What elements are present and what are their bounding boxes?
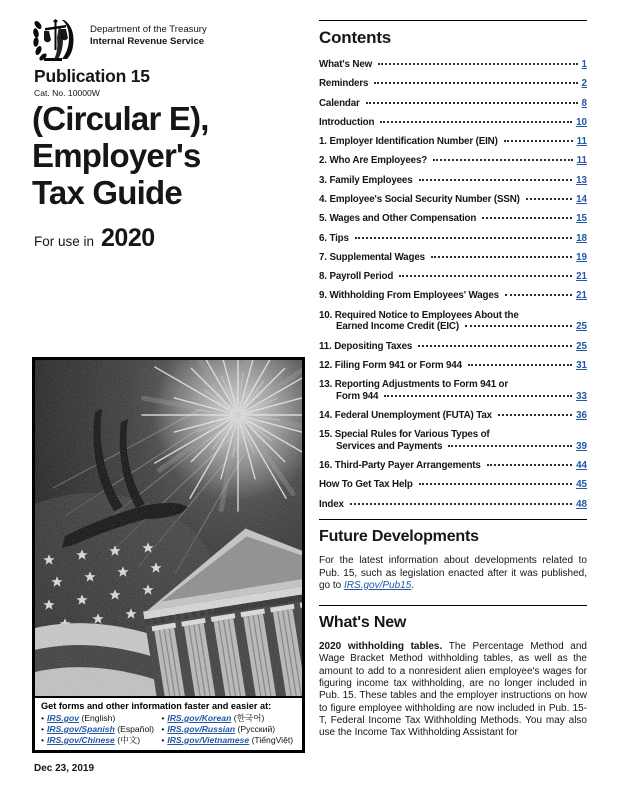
agency-line1: Department of the Treasury xyxy=(90,24,207,35)
toc-label: Reminders xyxy=(319,78,369,90)
toc-page-link[interactable]: 11 xyxy=(576,136,587,148)
toc-dots xyxy=(465,325,572,327)
pub15-link[interactable]: IRS.gov/Pub15 xyxy=(344,579,412,591)
toc-dots xyxy=(498,414,572,416)
toc-label: 2. Who Are Employees? xyxy=(319,155,428,167)
toc-entry xyxy=(319,98,587,110)
toc-entry xyxy=(319,341,587,353)
toc-label: How To Get Tax Help xyxy=(319,479,413,491)
toc-dots xyxy=(504,140,573,142)
irs-gov-vietnamese-link[interactable]: IRS.gov/Vietnamese xyxy=(167,735,250,745)
divider xyxy=(319,519,587,520)
toc-label: 13. Reporting Adjustments to Form 941 or xyxy=(319,379,509,391)
toc-dots xyxy=(505,294,572,296)
toc-entry xyxy=(319,271,587,283)
toc-label: 4. Employee's Social Security Number (SSN) xyxy=(319,193,520,205)
toc-entry xyxy=(319,379,587,402)
for-use-year: 2020 xyxy=(101,224,155,252)
toc-dots xyxy=(418,345,572,347)
cover-photo-fireworks-eagle-flag-capitol xyxy=(35,360,302,696)
toc-dots xyxy=(384,395,572,397)
toc-entry xyxy=(319,175,587,187)
publication-number: Publication 15 xyxy=(34,66,150,86)
toc-page-link[interactable]: 11 xyxy=(576,155,587,167)
toc-entry xyxy=(319,155,587,167)
toc-label: 12. Filing Form 941 or Form 944 xyxy=(319,359,462,371)
toc-label: 1. Employer Identification Number (EIN) xyxy=(319,136,498,148)
toc-dots xyxy=(355,237,572,239)
toc-label-continued: Earned Income Credit (EIC) xyxy=(336,321,459,333)
toc-dots xyxy=(399,275,572,277)
toc-entry xyxy=(319,429,587,452)
publication-block xyxy=(34,66,150,98)
toc-label: 6. Tips xyxy=(319,232,349,244)
get-forms-box xyxy=(35,696,302,750)
toc-page-link[interactable]: 39 xyxy=(576,440,587,452)
divider xyxy=(319,605,587,606)
toc-label: 7. Supplemental Wages xyxy=(319,251,425,263)
toc-page-link[interactable]: 48 xyxy=(576,498,587,510)
toc-page-link[interactable]: 15 xyxy=(576,213,587,225)
list-item: • IRS.gov/Vietnamese (TiếngViệt) xyxy=(161,735,297,746)
toc-dots xyxy=(350,503,572,505)
toc-dots xyxy=(526,198,572,200)
toc-page-link[interactable]: 36 xyxy=(576,409,587,421)
toc-page-link[interactable]: 25 xyxy=(576,321,587,333)
toc-dots xyxy=(366,102,578,104)
toc-entry xyxy=(319,213,587,225)
for-use-in xyxy=(34,224,155,253)
toc-page-link[interactable]: 21 xyxy=(576,271,587,283)
toc-dots xyxy=(482,217,572,219)
toc-entry xyxy=(319,233,587,245)
toc-page-link[interactable]: 45 xyxy=(576,479,587,491)
toc-dots xyxy=(419,179,573,181)
future-developments-text xyxy=(319,555,587,592)
irs-eagle-logo-icon xyxy=(31,16,81,63)
irs-gov-link[interactable]: IRS.gov xyxy=(47,713,80,723)
toc-entry xyxy=(319,460,587,472)
toc-label: Calendar xyxy=(319,97,360,109)
for-use-prefix: For use in xyxy=(34,234,95,249)
list-item: • IRS.gov (English) xyxy=(41,713,161,724)
toc-page-link[interactable]: 18 xyxy=(576,232,587,244)
toc-entry xyxy=(319,499,587,511)
toc-label: 15. Special Rules for Various Types of xyxy=(319,429,490,441)
toc-page-link[interactable]: 10 xyxy=(576,116,587,128)
cover-image xyxy=(32,357,305,753)
toc-entry xyxy=(319,252,587,264)
whats-new-text xyxy=(319,641,587,739)
toc-entry xyxy=(319,78,587,90)
toc-label: 5. Wages and Other Compensation xyxy=(319,213,477,225)
irs-gov-spanish-link[interactable]: IRS.gov/Spanish xyxy=(47,724,115,734)
toc-entry xyxy=(319,290,587,302)
toc-label: 16. Third-Party Payer Arrangements xyxy=(319,460,481,472)
irs-gov-russian-link[interactable]: IRS.gov/Russian xyxy=(167,724,236,734)
toc-dots xyxy=(380,121,572,123)
toc-dots xyxy=(419,483,572,485)
toc-entry xyxy=(319,117,587,129)
toc-label: 8. Payroll Period xyxy=(319,271,394,283)
whats-new-body: The Percentage Method and Wage Bracket Method withholding tables, as well as the amount to add to a nonresident alien employee's wages for figuring income tax withholding, are no longer included in Pub. 15. These tables and the employer instructions on how to figure employee withholding are now included in Pub. 15-T, Federal Income Tax Withholding Methods. You may also use the Income Tax Withholding Assistant for xyxy=(319,641,587,739)
toc-label: Index xyxy=(319,498,344,510)
toc-entry xyxy=(319,194,587,206)
toc-dots xyxy=(433,159,573,161)
toc-page-link[interactable]: 8 xyxy=(581,97,587,109)
get-forms-header: Get forms and other information faster and easier at: xyxy=(41,701,272,711)
toc-label-continued: Services and Payments xyxy=(336,440,443,452)
toc-entry xyxy=(319,59,587,71)
table-of-contents xyxy=(319,59,587,510)
toc-label: What's New xyxy=(319,59,373,70)
toc-page-link[interactable]: 33 xyxy=(576,390,587,402)
toc-page-link[interactable]: 31 xyxy=(576,359,587,371)
toc-page-link[interactable]: 13 xyxy=(576,174,587,186)
toc-dots xyxy=(378,63,577,65)
toc-page-link[interactable]: 2 xyxy=(581,78,587,90)
toc-page-link[interactable]: 1 xyxy=(581,59,587,70)
future-developments-text-before: For the latest information about developments related to Pub. 15, such as legislation enacted after it was published, go to xyxy=(319,555,587,591)
agency-text xyxy=(90,16,207,63)
toc-dots xyxy=(374,82,577,84)
toc-entry xyxy=(319,410,587,422)
list-item: • IRS.gov/Chinese (中文) xyxy=(41,735,161,746)
agency-brand xyxy=(31,16,207,63)
toc-dots xyxy=(487,464,572,466)
list-item: • IRS.gov/Spanish (Español) xyxy=(41,724,161,735)
whats-new-heading: What's New xyxy=(319,614,407,632)
toc-page-link[interactable]: 25 xyxy=(576,340,587,352)
toc-entry xyxy=(319,479,587,491)
toc-page-link[interactable]: 14 xyxy=(576,193,587,205)
title-line-2: Employer's xyxy=(32,137,201,174)
agency-line2: Internal Revenue Service xyxy=(90,35,205,47)
divider xyxy=(319,20,587,21)
toc-label: Introduction xyxy=(319,116,375,128)
future-developments-heading: Future Developments xyxy=(319,528,479,546)
future-developments-text-after: . xyxy=(411,579,415,591)
whats-new-lead: 2020 withholding tables. xyxy=(319,641,443,653)
toc-dots xyxy=(468,364,572,366)
toc-page-link[interactable]: 21 xyxy=(576,290,587,302)
toc-entry xyxy=(319,136,587,148)
title-line-1: (Circular E), xyxy=(32,100,209,137)
toc-label: 11. Depositing Taxes xyxy=(319,340,413,352)
list-item: • IRS.gov/Russian (Русский) xyxy=(161,724,297,735)
toc-label: 9. Withholding From Employees' Wages xyxy=(319,290,499,302)
irs-gov-korean-link[interactable]: IRS.gov/Korean xyxy=(167,713,232,723)
toc-entry xyxy=(319,310,587,333)
toc-page-link[interactable]: 19 xyxy=(576,251,587,263)
toc-label: 14. Federal Unemployment (FUTA) Tax xyxy=(319,409,492,421)
toc-entry xyxy=(319,360,587,372)
toc-dots xyxy=(448,445,572,447)
publication-date: Dec 23, 2019 xyxy=(34,763,95,774)
contents-heading: Contents xyxy=(319,28,392,47)
toc-label: 3. Family Employees xyxy=(319,174,413,186)
toc-dots xyxy=(431,256,572,258)
page-title xyxy=(32,100,209,211)
toc-label-continued: Form 944 xyxy=(336,390,379,402)
contents-column xyxy=(319,0,587,740)
list-item: • IRS.gov/Korean (한국어) xyxy=(161,713,297,724)
toc-page-link[interactable]: 44 xyxy=(576,460,587,472)
title-line-3: Tax Guide xyxy=(32,174,182,211)
toc-label: 10. Required Notice to Employees About the xyxy=(319,309,519,321)
catalog-number: Cat. No. 10000W xyxy=(34,88,100,98)
irs-gov-chinese-link[interactable]: IRS.gov/Chinese xyxy=(47,735,115,745)
